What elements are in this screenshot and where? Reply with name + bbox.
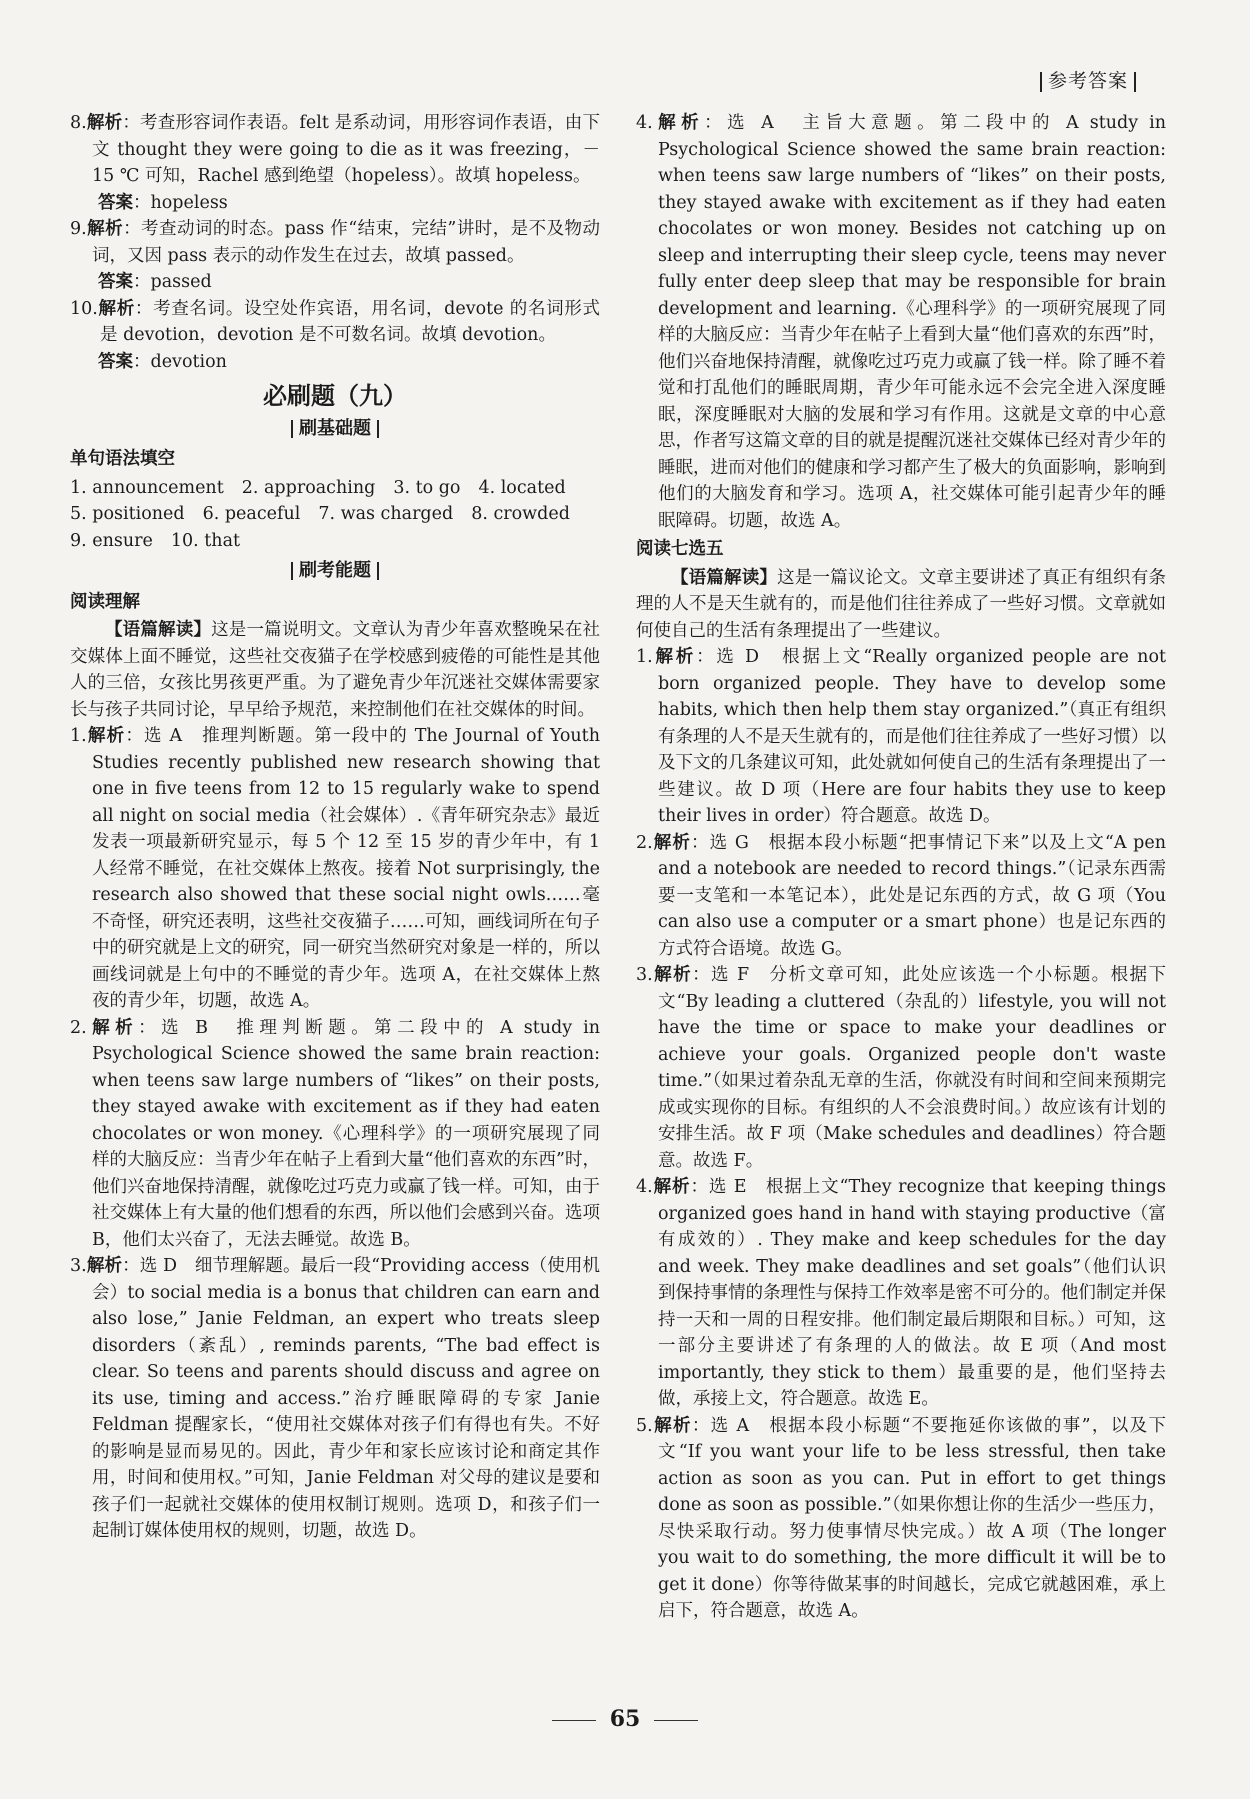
page-header xyxy=(1034,66,1142,93)
answer-text: ：devotion xyxy=(133,351,227,372)
item-number: 5. xyxy=(636,1415,653,1436)
sub-title-bar xyxy=(377,420,379,438)
footer-dash-right xyxy=(654,1720,698,1721)
sub-title-exam-text: 刷考能题 xyxy=(299,560,371,581)
analysis-text: ：选 D 根据上文“Really organized people are not born organized people. They have to develop some habits, which then help them stay organized.”（真正有组织有条理的人不是天生就有的，而是他们往往养成了一些好习惯）以及下文的几条建议可知，此处就如何使自己的生活有条理提出了一些建议。故 D 项（Here are four habits they use to keep their lives in order）符合题意。故选 D。 xyxy=(658,647,1167,826)
item-number: 3. xyxy=(70,1256,87,1276)
seven-five-item-2 xyxy=(636,830,1166,963)
analysis-label: 解析 xyxy=(652,965,693,985)
analysis-label: 解析 xyxy=(86,726,126,746)
analysis-label: 解析 xyxy=(86,113,123,133)
analysis-text: ：选 F 分析文章可知，此处应该选一个小标题。根据下文“By leading a cluttered（杂乱的）lifestyle, you will not have the time or space to make your deadlines or achieve your goals. Organized people don't waste time.”（如果过着杂乱无章的生活，你就没有时间和空间来预期完成或实现你的目标。有组织的人不会浪费时间。）故应该有计划的安排生活。故 F 项（Make schedules and deadlines）符合题意。故选 F。 xyxy=(658,965,1166,1171)
analysis-text: ：选 A 推理判断题。第一段中的 The Journal of Youth Studies recently published new research showing that one in five teens from 12 to 15 regularly wake to spend all night on social media（社会媒体）.《青年研究杂志》最近发表一项最新研究显示，每 5 个 12 至 15 岁的青少年中，有 1 人经常不睡觉，在社交媒体上熬夜。接着 Not surprisingly, the research also showed that these social night owls……毫不奇怪，研究还表明，这些社交夜猫子……可知，画线词所在句子中的研究就是上文的研究，同一研究当然研究对象是一样的，所以画线词就是上句中的不睡觉的青少年。选项 A，在社交媒体上熬夜的青少年，切题，故选 A。 xyxy=(92,726,600,1011)
grammar-answer: 4. located xyxy=(478,477,566,498)
header-text: 参考答案 xyxy=(1047,70,1128,92)
answer-label: 答案 xyxy=(98,272,133,292)
analysis-text: ：选 G 根据本段小标题“把事情记下来”以及上文“A pen and a notebook are needed to record things.”（记录东西需要一支笔和一本笔记本），此处是记东西的方式，故 G 项（You can also use a computer or a smart phone）也是记东西的方式符合语境。故选 G。 xyxy=(658,832,1166,959)
grammar-answer: 1. announcement xyxy=(70,477,224,498)
item-number: 8. xyxy=(70,113,87,133)
page-footer xyxy=(0,1706,1250,1732)
item-number: 2. xyxy=(70,1017,87,1038)
reading-item-2 xyxy=(70,1015,600,1254)
grammar-answer: 6. peaceful xyxy=(202,504,301,524)
item-number: 1. xyxy=(70,726,87,746)
answer-item-8 xyxy=(70,110,600,216)
item-number: 10. xyxy=(70,298,98,319)
analysis-text: ：选 E 根据上文“They recognize that keeping things organized goes hand in hand with staying productive（富有成效的）. They make and keep schedules for the day and week. They make deadlines and set goals”（他们认识到保持事情的条理性与保持工作效率是密不可分的。他们制定并保持一天和一周的日程安排。他们制定最后期限和目标。）可知，这一部分主要讲述了有条理的人的做法。故 E 项（And most importantly, they stick to them）最重要的是，他们坚持去做，承接上文，符合题意。故选 E。 xyxy=(658,1177,1166,1409)
reading-heading: 阅读理解 xyxy=(70,591,140,612)
analysis-text: ：选 B 推理判断题。第二段中的 A study in Psychological Science showed the same brain reaction: when teens saw large numbers of “likes” on their posts, they stayed awake with excitement as if they had eaten chocolates or won money.《心理科学》的一项研究展现了同样的大脑反应：当青少年在帖子上看到大量“他们喜欢的东西”时，他们兴奋地保持清醒，就像吃过巧克力或赢了钱一样。可知，由于社交媒体上有大量的他们想看的东西，所以他们会感到兴奋。选项 B，他们太兴奋了，无法去睡觉。故选 B。 xyxy=(92,1017,600,1250)
analysis-text: ：考查名词。设空处作宾语，用名词，devote 的名词形式是 devotion，devotion 是不可数名词。故填 devotion。 xyxy=(100,298,601,345)
analysis-label: 解析 xyxy=(652,113,705,133)
analysis-label: 解析 xyxy=(86,219,124,239)
grammar-answer: 8. crowded xyxy=(471,504,570,524)
item-number: 1. xyxy=(636,647,653,667)
grammar-answer: 2. approaching xyxy=(241,477,376,498)
passage-intro xyxy=(70,617,600,723)
grammar-answer: 7. was charged xyxy=(318,504,454,524)
item-number: 4. xyxy=(636,1177,653,1197)
footer-dash-left xyxy=(552,1720,596,1721)
seven-five-item-3 xyxy=(636,962,1166,1174)
grammar-answer: 3. to go xyxy=(393,477,461,498)
analysis-label: 解析 xyxy=(86,1256,123,1276)
analysis-label: 解析 xyxy=(652,647,697,667)
grammar-answer: 5. positioned xyxy=(70,504,185,524)
analysis-text: ：选 D 细节理解题。最后一段“Providing access（使用机会）to social media is a bonus that children can earn and also lose,” Janie Feldman, an expert who treats sleep disorders（紊乱）, reminds parents, “The bad effect is clear. So teens and parents should discuss and agree on its use, timing and access.”治疗睡眠障碍的专家 Janie Feldman 提醒家长，“使用社交媒体对孩子们有得也有失。不好的影响是显而易见的。因此，青少年和家长应该讨论和商定其作用，时间和使用权。”可知，Janie Feldman 对父母的建议是要和孩子们一起就社交媒体的使用权制订规则。选项 D，和孩子们一起制订媒体使用权的规则，切题，故选 D。 xyxy=(92,1256,601,1541)
item-number: 9. xyxy=(70,219,87,239)
sub-title-bar xyxy=(377,562,379,580)
sub-title-bar xyxy=(291,562,293,580)
header-bar-right xyxy=(1134,72,1136,92)
grammar-answer: 9. ensure xyxy=(70,530,153,551)
intro-label: 【语篇解读】 xyxy=(105,620,212,640)
answer-label: 答案 xyxy=(98,351,133,372)
page-number: 65 xyxy=(609,1706,641,1732)
right-column xyxy=(636,110,1166,1625)
grammar-answer: 10. that xyxy=(170,530,241,551)
grammar-row xyxy=(70,475,600,502)
intro-text: 这是一篇说明文。文章认为青少年喜欢整晚呆在社交媒体上面不睡觉，这些社交夜猫子在学校感到疲倦的可能性是其他人的三倍，女孩比男孩更严重。为了避免青少年沉迷社交媒体需要家长与孩子共同讨论，早早给予规范，来控制他们在社交媒体的时间。 xyxy=(70,620,601,720)
analysis-label: 解析 xyxy=(652,832,692,853)
item-number: 3. xyxy=(636,965,653,985)
seven-five-item-5 xyxy=(636,1413,1166,1625)
grammar-row xyxy=(70,501,600,528)
analysis-text: ：考查动词的时态。pass 作“结束，完结”讲时，是不及物动词，又因 pass 表示的动作发生在过去，故填 passed。 xyxy=(92,219,600,266)
seven-five-heading: 阅读七选五 xyxy=(636,539,724,559)
answer-item-10 xyxy=(70,296,600,376)
grammar-heading: 单句语法填空 xyxy=(70,449,175,469)
seven-five-item-1 xyxy=(636,644,1166,830)
answer-text: ：passed xyxy=(133,272,212,292)
answer-item-9 xyxy=(70,216,600,296)
sub-title-basic xyxy=(70,416,600,443)
item-number: 4. xyxy=(636,113,653,133)
analysis-label: 解析 xyxy=(652,1415,692,1436)
intro-text: 这是一篇议论文。文章主要讲述了真正有组织有条理的人不是天生就有的，而是他们往往养成了一些好习惯。文章就如何使自己的生活有条理提出了一些建议。 xyxy=(636,567,1167,641)
sub-title-bar xyxy=(291,420,293,438)
item-number: 2. xyxy=(636,832,653,853)
sub-title-basic-text: 刷基础题 xyxy=(299,417,371,439)
grammar-row xyxy=(70,528,600,555)
analysis-label: 解析 xyxy=(652,1177,691,1197)
left-column xyxy=(70,110,600,1545)
seven-five-item-4 xyxy=(636,1174,1166,1413)
reading-item-1 xyxy=(70,723,600,1015)
reading-item-4 xyxy=(636,110,1166,534)
analysis-text: ：考查形容词作表语。felt 是系动词，用形容词作表语，由下文 thought they were going to die as it was freezing，－15 ℃ 可知，Rachel 感到绝望（hopeless）。故填 hopeless。 xyxy=(92,113,600,186)
analysis-text: ：选 A 根据本段小标题“不要拖延你该做的事”，以及下文“If you want your life to be less stressful, then take action as soon as you can. Put in effort to get things done as soon as possible.”（如果你想让你的生活少一些压力，尽快采取行动。努力使事情尽快完成。）故 A 项（The longer you wait to do something, the more difficult it will be to get it done）你等待做某事的时间越长，完成它就越困难，承上启下，符合题意，故选 A。 xyxy=(658,1415,1167,1621)
section-title: 必刷题（九） xyxy=(263,382,407,410)
answer-text: ：hopeless xyxy=(133,192,228,213)
analysis-text: ：选 A 主旨大意题。第二段中的 A study in Psychological Science showed the same brain reaction: when teens saw large numbers of “likes” on their posts, they stayed awake with excitement as if they had eaten chocolates or won money. Besides not catching up on sleep and interrupting their sleep cycle, teens may never fully enter deep sleep that may be responsible for brain development and learning.《心理科学》的一项研究展现了同样的大脑反应：当青少年在帖子上看到大量“他们喜欢的东西”时，他们兴奋地保持清醒，就像吃过巧克力或赢了钱一样。除了睡不着觉和打乱他们的睡眠周期，青少年可能永远不会完全进入深度睡眠，深度睡眠对大脑的发展和学习有作用。这就是文章的中心意思，作者写这篇文章的目的就是提醒沉迷社交媒体已经对青少年的睡眠，进而对他们的健康和学习都产生了极大的负面影响，影响到他们的大脑发育和学习。选项 A，社交媒体可能引起青少年的睡眠障碍。切题，故选 A。 xyxy=(658,113,1166,531)
analysis-label: 解析 xyxy=(97,298,135,319)
passage-intro xyxy=(636,565,1166,645)
header-bar-left xyxy=(1040,72,1042,92)
answer-label: 答案 xyxy=(98,192,133,213)
reading-item-3 xyxy=(70,1253,600,1545)
sub-title-exam xyxy=(70,558,600,585)
analysis-label: 解析 xyxy=(86,1017,139,1038)
intro-label: 【语篇解读】 xyxy=(671,567,778,588)
